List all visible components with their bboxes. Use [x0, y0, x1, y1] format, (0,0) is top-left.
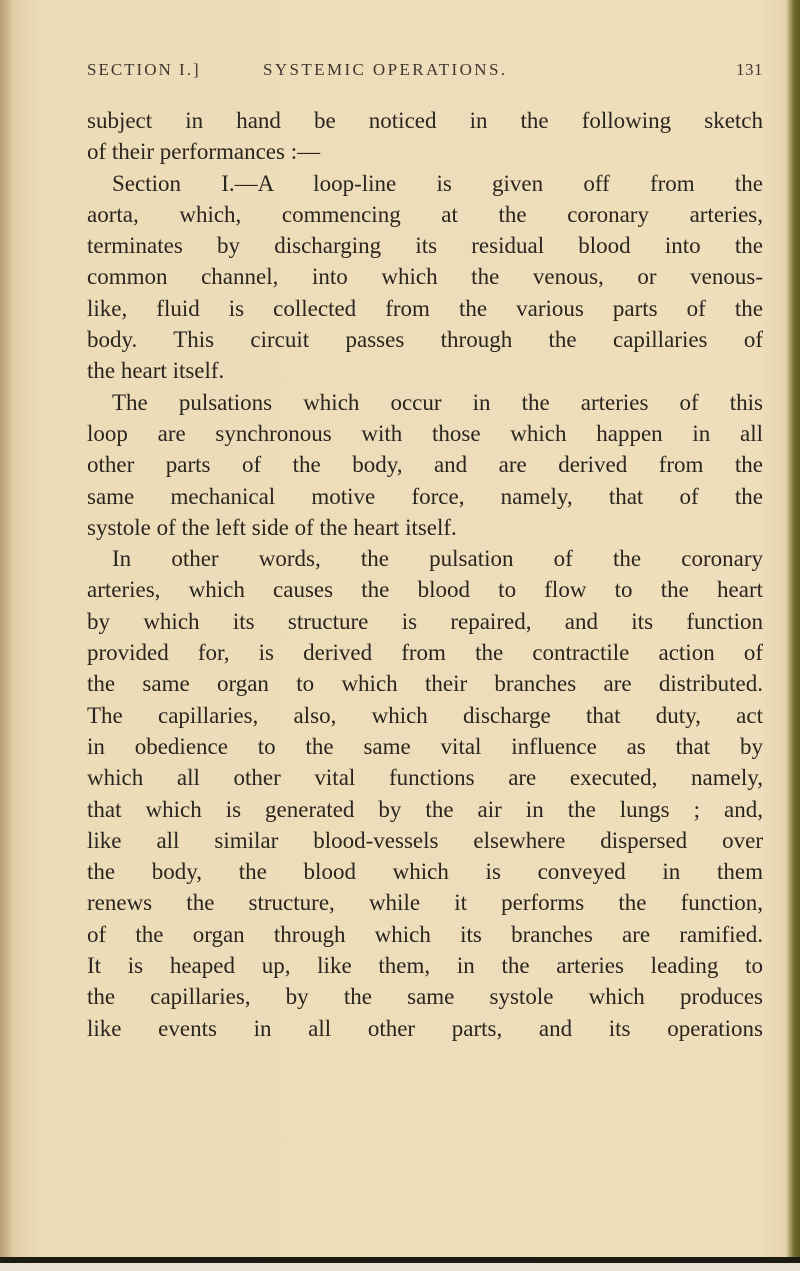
text-line: It is heaped up, like them, in the arteries leading to: [87, 953, 763, 979]
text-line: the body, the blood which is conveyed in them: [87, 859, 763, 885]
header-section: SECTION I.]: [87, 60, 201, 79]
text-line: provided for, is derived from the contractile action of: [87, 640, 763, 666]
text-line: of their performances :—: [87, 139, 321, 165]
text-line: Section I.—A loop-line is given off from the: [112, 170, 763, 196]
text-line: in obedience to the same vital influence as that by: [87, 733, 763, 759]
text-line: aorta, which, commencing at the coronary arteries,: [87, 201, 763, 227]
text-line: systole of the left side of the heart itself.: [87, 514, 457, 540]
text-line: like all similar blood-vessels elsewhere dispersed over: [87, 827, 763, 853]
page-number: 131: [736, 60, 763, 79]
page-edge-right: [786, 0, 800, 1271]
text-line: like, fluid is collected from the various parts of the: [87, 295, 763, 321]
text-line: The capillaries, also, which discharge that duty, act: [87, 702, 763, 728]
text-line: body. This circuit passes through the capillaries of: [87, 327, 763, 353]
body-text: [87, 105, 763, 1044]
text-line: that which is generated by the air in the lungs ; and,: [87, 796, 763, 822]
text-line: the capillaries, by the same systole which produces: [87, 984, 763, 1010]
text-line: the same organ to which their branches are distributed.: [87, 671, 763, 697]
text-line: subject in hand be noticed in the following sketch: [87, 108, 763, 133]
text-line: terminates by discharging its residual blood into the: [87, 233, 763, 259]
text-line: common channel, into which the venous, or venous-: [87, 264, 763, 290]
text-line: loop are synchronous with those which happen in all: [87, 420, 763, 446]
text-line: by which its structure is repaired, and its function: [87, 608, 763, 634]
text-line: renews the structure, while it performs the function,: [87, 890, 763, 916]
bottom-margin: [0, 1263, 800, 1271]
header-title: SYSTEMIC OPERATIONS.: [263, 60, 508, 79]
text-line: of the organ through which its branches are ramified.: [87, 921, 763, 947]
text-line: arteries, which causes the blood to flow to the heart: [87, 577, 763, 603]
text-line: The pulsations which occur in the arteries of this: [112, 389, 763, 415]
text-line: like events in all other parts, and its operations: [87, 1015, 763, 1041]
text-line: same mechanical motive force, namely, that of the: [87, 483, 763, 509]
text-line: other parts of the body, and are derived from the: [87, 452, 763, 478]
running-header: [87, 60, 763, 90]
page-edge-left: [0, 0, 12, 1271]
text-line: the heart itself.: [87, 358, 225, 384]
text-line: which all other vital functions are executed, namely,: [87, 765, 763, 791]
text-line: In other words, the pulsation of the coronary: [112, 546, 763, 572]
